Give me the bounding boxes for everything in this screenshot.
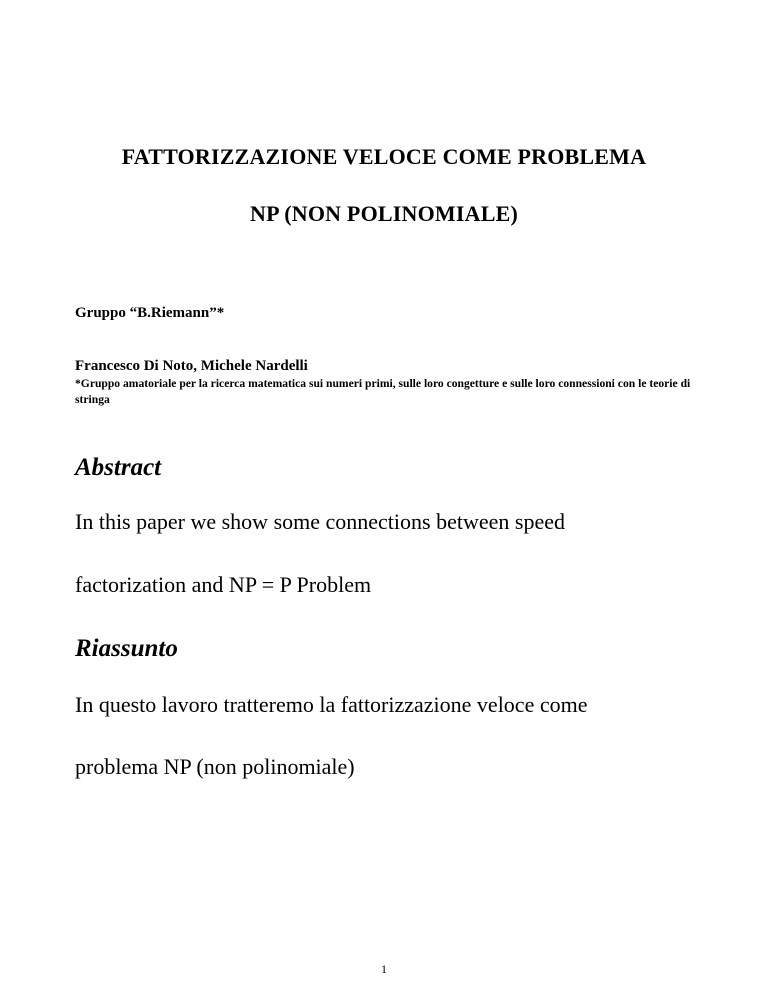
title-line-1: FATTORIZZAZIONE VELOCE COME PROBLEMA [121,144,647,169]
affiliation-note: *Gruppo amatoriale per la ricerca matematica sui numeri primi, sulle loro congetture e sulle loro connessioni con le teorie di stringa [75,377,691,406]
abstract-line-1: In this paper we show some connections between speed [75,509,565,534]
page-number: 1 [381,962,387,976]
group-name: Gruppo “B.Riemann”* [75,305,225,321]
riassunto-heading: Riassunto [75,635,178,662]
abstract-line-2: factorization and NP = P Problem [75,572,372,597]
authors: Francesco Di Noto, Michele Nardelli [75,358,308,374]
riassunto-line-1: In questo lavoro tratteremo la fattorizzazione veloce come [75,692,588,717]
abstract-heading: Abstract [75,454,162,481]
title-line-2: NP (NON POLINOMIALE) [250,201,518,226]
riassunto-line-2: problema NP (non polinomiale) [75,754,355,779]
